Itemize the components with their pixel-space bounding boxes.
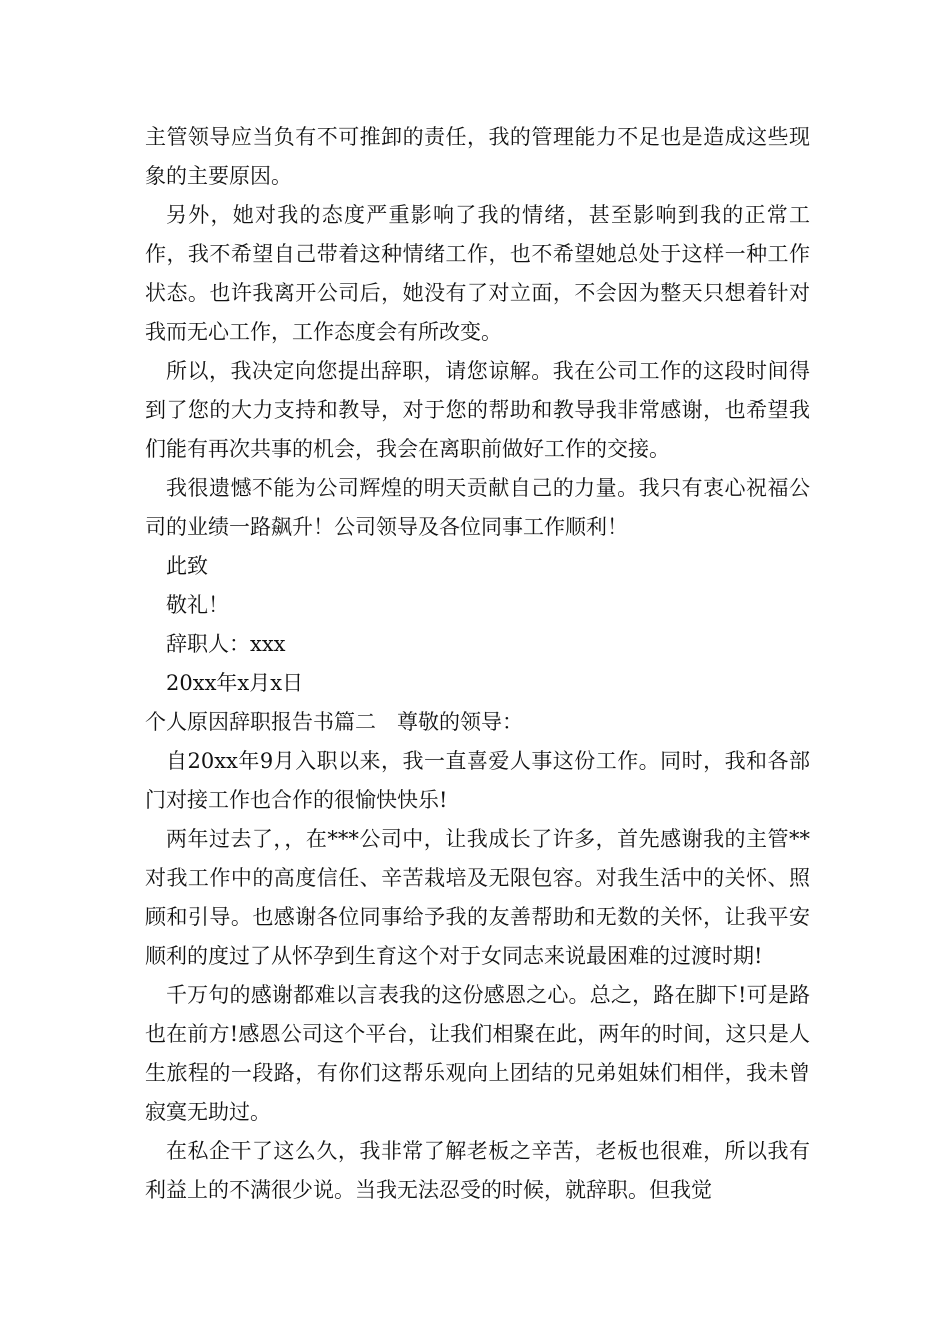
signature-line: 辞职人：xxx bbox=[166, 632, 286, 656]
document-body bbox=[145, 118, 810, 1210]
paragraph-continued: 主管领导应当负有不可推卸的责任，我的管理能力不足也是造成这些现象的主要原因。 bbox=[145, 125, 810, 188]
closing-regards: 敬礼！ bbox=[166, 593, 229, 617]
paragraph-attitude: 另外，她对我的态度严重影响了我的情绪，甚至影响到我的正常工作，我不希望自己带着这种情绪工作，也不希望她总处于这样一种工作状态。也许我离开公司后，她没有了对立面，不会因为整天只想着针对我而无心工作，工作态度会有所改变。 bbox=[145, 203, 810, 344]
paragraph-gratitude: 千万句的感谢都难以言表我的这份感恩之心。总之，路在脚下!可是路也在前方!感恩公司这个平台，让我们相聚在此，两年的时间，这只是人生旅程的一段路，有你们这帮乐观向上团结的兄弟姐妹们相伴，我未曾寂寞无助过。 bbox=[145, 983, 810, 1124]
date-line: 20xx年x月x日 bbox=[166, 671, 304, 695]
paragraph-two-years: 两年过去了，，在***公司中，让我成长了许多，首先感谢我的主管**对我工作中的高度信任、辛苦栽培及无限包容。对我生活中的关怀、照顾和引导。也感谢各位同事给予我的友善帮助和无数的关怀，让我平安顺利的度过了从怀孕到生育这个对于女同志来说最困难的过渡时期! bbox=[145, 827, 810, 968]
section-heading: 个人原因辞职报告书篇二 尊敬的领导： bbox=[145, 710, 523, 734]
closing-salutation: 此致 bbox=[166, 554, 208, 578]
paragraph-private-company: 在私企干了这么久，我非常了解老板之辛苦，老板也很难，所以我有利益上的不满很少说。当我无法忍受的时候，就辞职。但我觉 bbox=[145, 1139, 810, 1202]
paragraph-regret: 我很遗憾不能为公司辉煌的明天贡献自己的力量。我只有衷心祝福公司的业绩一路飙升！公司领导及各位同事工作顺利！ bbox=[145, 476, 810, 539]
paragraph-decision: 所以，我决定向您提出辞职，请您谅解。我在公司工作的这段时间得到了您的大力支持和教导，对于您的帮助和教导我非常感谢，也希望我们能有再次共事的机会，我会在离职前做好工作的交接。 bbox=[145, 359, 810, 461]
paragraph-onboarding: 自20xx年9月入职以来，我一直喜爱人事这份工作。同时，我和各部门对接工作也合作的很愉快快乐! bbox=[145, 749, 810, 812]
